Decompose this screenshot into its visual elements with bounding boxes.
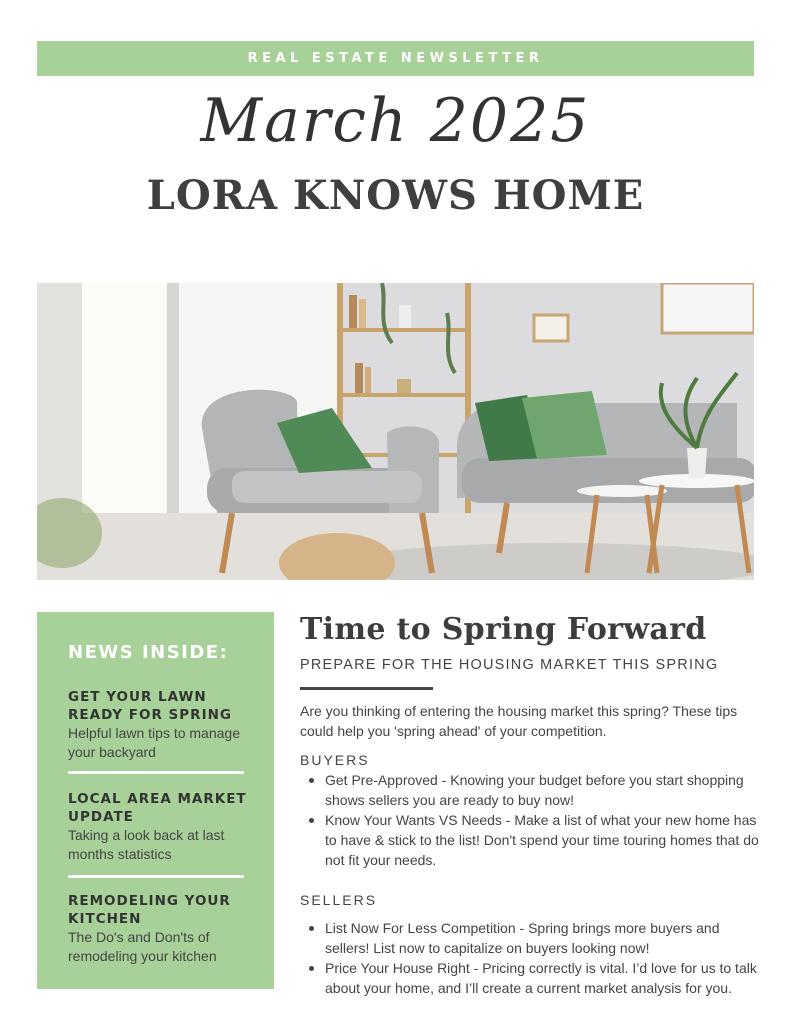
article-intro: Are you thinking of entering the housing market this spring? These tips could help you 'spring ahead' of your competition. <box>300 703 738 739</box>
living-room-illustration <box>37 283 754 580</box>
news-item-kitchen <box>68 892 258 966</box>
news-inside-sidebar <box>37 612 274 989</box>
news-item-title: REMODELING YOUR KITCHEN <box>68 893 231 927</box>
brand-title: LORA KNOWS HOME <box>146 172 645 219</box>
article-divider <box>300 687 433 690</box>
sidebar-divider <box>68 875 244 878</box>
news-item-title: LOCAL AREA MARKET UPDATE <box>68 791 247 825</box>
list-item: Get Pre-Approved - Knowing your budget before you start shopping shows sellers you are ready to buy now! <box>300 770 760 810</box>
news-item-text: Taking a look back at last months statistics <box>68 827 225 862</box>
list-item: Know Your Wants VS Needs - Make a list of what your new home has to have & stick to the list! Don't spend your time touring homes that do not fit your needs. <box>300 810 760 870</box>
banner-label: REAL ESTATE NEWSLETTER <box>247 51 544 66</box>
list-item: Price Your House Right - Pricing correctly is vital. I’d love for us to talk about your home, and I’ll create a current market analysis for you. <box>300 958 760 998</box>
sidebar-divider <box>68 771 244 774</box>
news-item-lawn <box>68 688 258 762</box>
article-title: Time to Spring Forward <box>300 612 707 647</box>
sellers-label: SELLERS <box>300 892 378 908</box>
sidebar-heading: NEWS INSIDE: <box>68 642 229 663</box>
buyers-list <box>300 770 760 870</box>
buyers-label: BUYERS <box>300 752 370 768</box>
news-item-title: GET YOUR LAWN READY FOR SPRING <box>68 689 232 723</box>
list-item: List Now For Less Competition - Spring brings more buyers and sellers! List now to capitalize on buyers looking now! <box>300 918 760 958</box>
news-item-text: The Do's and Don'ts of remodeling your kitchen <box>68 929 217 964</box>
news-item-market <box>68 790 258 864</box>
news-item-text: Helpful lawn tips to manage your backyard <box>68 725 240 760</box>
living-room-photo <box>37 283 754 580</box>
newsletter-banner <box>37 41 754 76</box>
sellers-list <box>300 918 760 998</box>
issue-date-title: March 2025 <box>200 86 591 156</box>
article-subtitle: PREPARE FOR THE HOUSING MARKET THIS SPRING <box>300 657 719 673</box>
